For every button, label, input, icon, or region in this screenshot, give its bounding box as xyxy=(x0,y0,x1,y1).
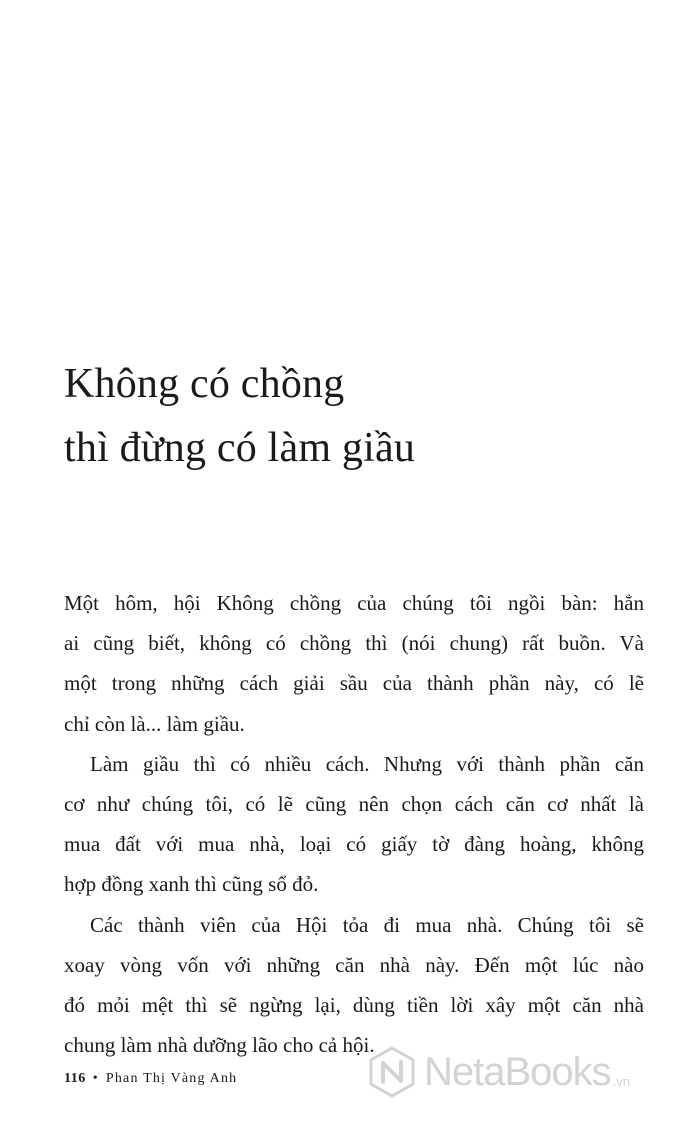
text-line: chỉ còn là... làm giầu. xyxy=(64,711,245,736)
chapter-title xyxy=(64,352,415,480)
text-line: xoay vòng vốn với những căn nhà này. Đến một lúc nào xyxy=(64,952,644,977)
page-number: 116 xyxy=(64,1071,86,1086)
paragraph-2 xyxy=(64,744,644,905)
watermark-brand: NetaBooks xyxy=(424,1050,611,1094)
text-line: Các thành viên của Hội tỏa đi mua nhà. Chúng tôi sẽ xyxy=(90,912,644,937)
author-name: Phan Thị Vàng Anh xyxy=(105,1071,238,1086)
paragraph-1 xyxy=(64,583,644,744)
body-text xyxy=(64,583,644,1065)
netabooks-logo-icon xyxy=(368,1046,416,1098)
text-line: ai cũng biết, không có chồng thì (nói chung) rất buồn. Và xyxy=(64,631,644,656)
text-line: mua đất với mua nhà, loại có giấy tờ đàng hoàng, không xyxy=(64,832,644,857)
chapter-title-line-2: thì đừng có làm giầu xyxy=(64,425,416,471)
netabooks-watermark xyxy=(368,1046,630,1098)
watermark-tld: .vn xyxy=(612,1073,631,1089)
text-line: một trong những cách giải sầu của thành phần này, có lẽ xyxy=(64,671,644,696)
footer-separator: • xyxy=(92,1071,99,1086)
text-line: đó mỏi mệt thì sẽ ngừng lại, dùng tiền lời xây một căn nhà xyxy=(64,992,644,1017)
text-line: chung làm nhà dưỡng lão cho cả hội. xyxy=(64,1033,375,1058)
text-line: Làm giầu thì có nhiều cách. Nhưng với thành phần căn xyxy=(90,751,644,776)
page-footer xyxy=(64,1071,237,1087)
paragraph-3 xyxy=(64,905,644,1066)
text-line: Một hôm, hội Không chồng của chúng tôi ngồi bàn: hẳn xyxy=(64,591,644,615)
text-line: hợp đồng xanh thì cũng sổ đỏ. xyxy=(64,872,319,897)
text-line: cơ như chúng tôi, có lẽ cũng nên chọn cách căn cơ nhất là xyxy=(64,791,644,816)
chapter-title-line-1: Không có chồng xyxy=(64,361,345,407)
